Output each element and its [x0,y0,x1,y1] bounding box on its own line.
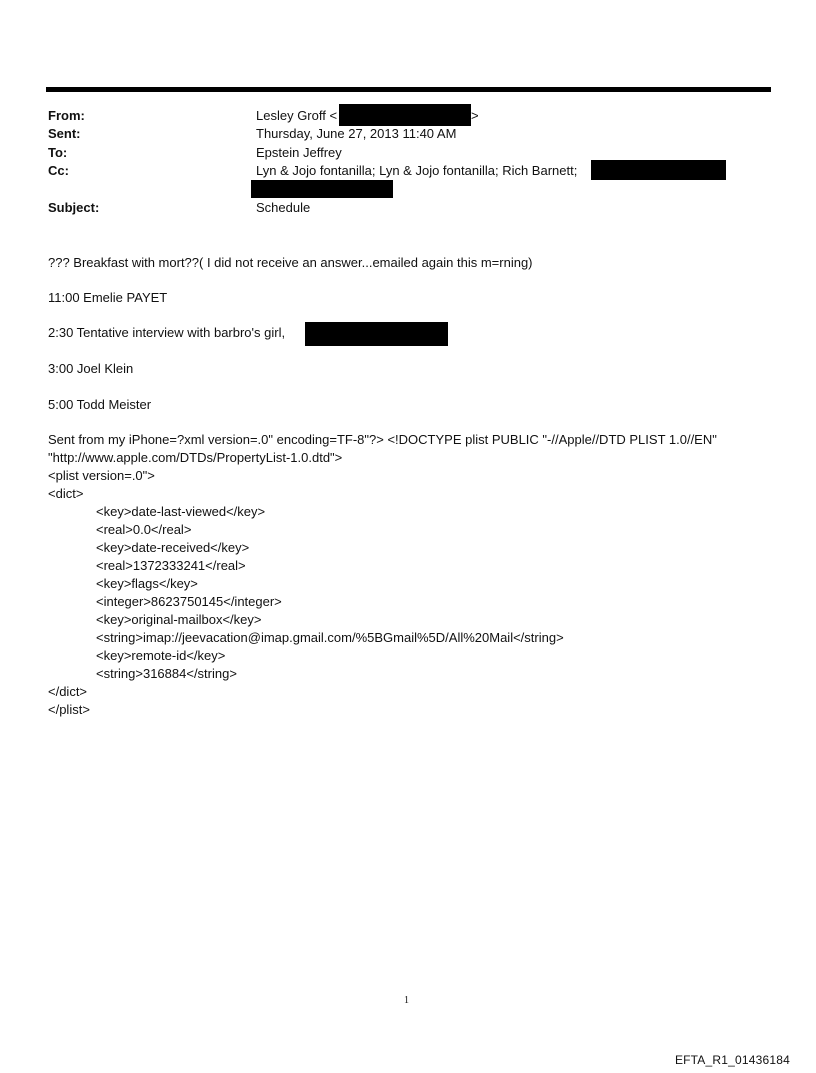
from-value: Lesley Groff < [256,108,338,123]
redaction-cc-1 [591,160,726,180]
body-line-plist-1: Sent from my iPhone=?xml version=.0" encoding=TF-8"?> <!DOCTYPE plist PUBLIC "-//Apple//DTD PLIST 1.0//EN" [48,432,717,447]
sent-label: Sent: [48,126,81,141]
body-line-plist-4: <dict> [48,486,84,501]
redaction-body-name [305,322,448,346]
from-close: > [471,108,479,123]
body-line-plist-3: <plist version=.0"> [48,468,155,483]
body-line-plist-14: <string>316884</string> [96,666,237,681]
redaction-from-email [339,104,471,126]
redaction-cc-2 [251,180,393,198]
subject-label: Subject: [48,200,100,215]
body-line-plist-15: </dict> [48,684,88,699]
body-line-plist-11: <key>original-mailbox</key> [96,612,262,627]
to-label: To: [48,145,68,160]
document-id: EFTA_R1_01436184 [674,1053,790,1067]
body-line-plist-7: <key>date-received</key> [96,540,250,555]
body-line-meister: 5:00 Todd Meister [48,397,152,412]
to-value: Epstein Jeffrey [256,145,342,160]
body-line-interview: 2:30 Tentative interview with barbro's girl, [48,325,286,340]
body-line-breakfast: ??? Breakfast with mort??( I did not receive an answer...emailed again this m=rning) [48,255,533,270]
body-line-emelie: 11:00 Emelie PAYET [48,290,168,305]
body-line-plist-10: <integer>8623750145</integer> [96,594,282,609]
sent-value: Thursday, June 27, 2013 11:40 AM [256,126,457,141]
body-line-plist-9: <key>flags</key> [96,576,198,591]
page-number: 1 [404,995,409,1006]
body-line-plist-8: <real>1372333241</real> [96,558,246,573]
body-line-plist-12: <string>imap://jeevacation@imap.gmail.com/%5BGmail%5D/All%20Mail</string> [96,630,564,645]
body-line-plist-2: "http://www.apple.com/DTDs/PropertyList-1.0.dtd"> [48,450,343,465]
body-line-plist-6: <real>0.0</real> [96,522,192,537]
body-line-klein: 3:00 Joel Klein [48,361,134,376]
subject-value: Schedule [256,200,311,215]
body-line-plist-5: <key>date-last-viewed</key> [96,504,266,519]
body-line-plist-16: </plist> [48,702,90,717]
cc-label: Cc: [48,163,69,178]
body-line-plist-13: <key>remote-id</key> [96,648,226,663]
from-label: From: [48,108,85,123]
header-rule [46,87,771,92]
cc-value: Lyn & Jojo fontanilla; Lyn & Jojo fontanilla; Rich Barnett; [256,163,578,178]
